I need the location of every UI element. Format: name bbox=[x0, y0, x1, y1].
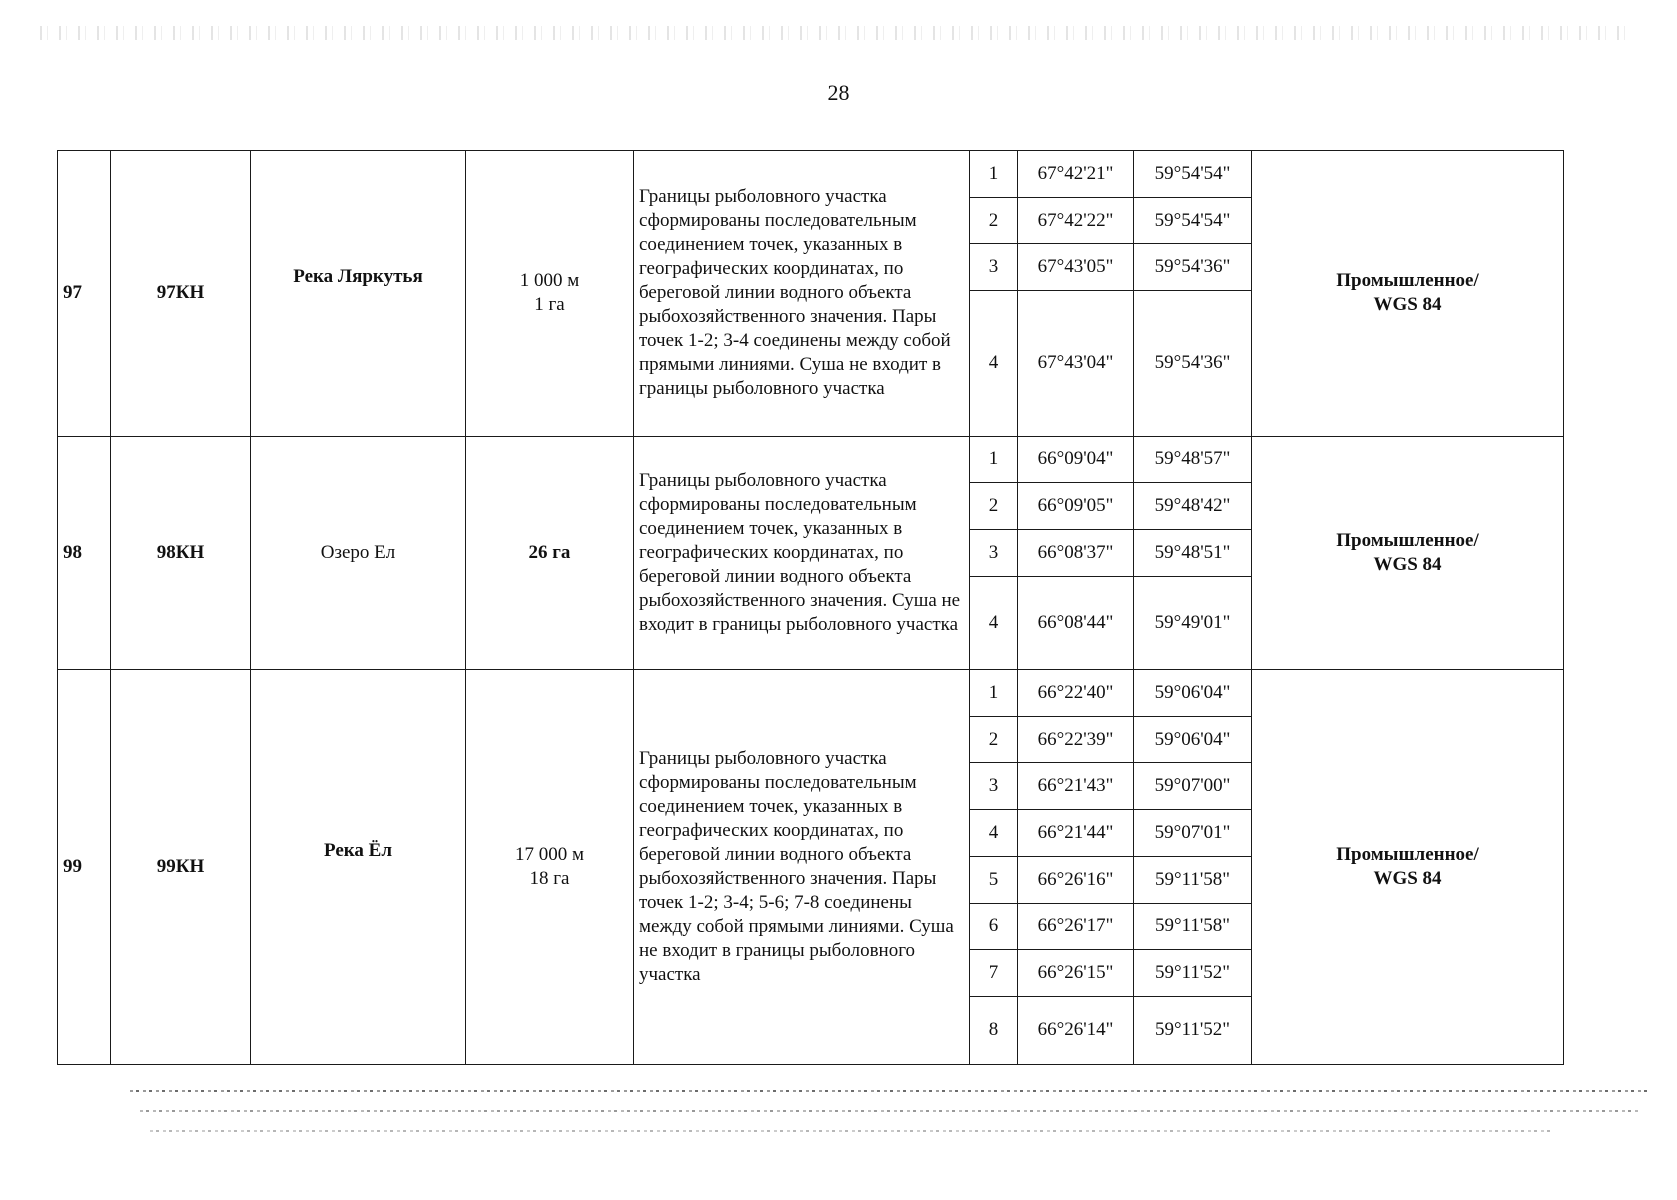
water-body-name-cell bbox=[251, 436, 466, 670]
point-number: 3 bbox=[970, 244, 1018, 291]
boundary-description: Границы рыболовного участка сформированы последовательным соединением точек, указанных в географических координатах, по береговой линии водного объекта рыбохозяйственного значения. Пары точек 1-2; 3-4 соединены между собой прямыми линиями. Суша не входит в границы рыболовного участка bbox=[634, 151, 970, 437]
point-number: 1 bbox=[970, 670, 1018, 717]
fishing-sites-table bbox=[57, 150, 1564, 1065]
longitude: 59°06'04" bbox=[1134, 670, 1252, 717]
scan-noise-bottom-1 bbox=[130, 1090, 1650, 1092]
point-number: 8 bbox=[970, 996, 1018, 1064]
point-number: 2 bbox=[970, 716, 1018, 763]
water-body-name: Река Ёл bbox=[323, 840, 393, 862]
row-number: 97 bbox=[58, 151, 111, 437]
water-body-name-cell bbox=[251, 151, 466, 437]
longitude: 59°11'58" bbox=[1134, 856, 1252, 903]
latitude: 67°42'22" bbox=[1018, 197, 1134, 244]
latitude: 67°43'04" bbox=[1018, 291, 1134, 436]
latitude: 66°26'14" bbox=[1018, 996, 1134, 1064]
point-number: 4 bbox=[970, 576, 1018, 669]
table-row bbox=[58, 151, 1564, 198]
scan-noise-bottom-2 bbox=[140, 1110, 1640, 1112]
water-body-name: Озеро Ел bbox=[320, 541, 396, 563]
longitude: 59°07'00" bbox=[1134, 763, 1252, 810]
longitude: 59°06'04" bbox=[1134, 716, 1252, 763]
purpose-type: Промышленное/ bbox=[1336, 844, 1479, 866]
water-body-name-cell bbox=[251, 670, 466, 1065]
point-number: 1 bbox=[970, 436, 1018, 483]
longitude: 59°48'57" bbox=[1134, 436, 1252, 483]
latitude: 66°09'04" bbox=[1018, 436, 1134, 483]
coordinate-system: WGS 84 bbox=[1373, 553, 1442, 575]
point-number: 5 bbox=[970, 856, 1018, 903]
point-number: 6 bbox=[970, 903, 1018, 950]
site-length: 17 000 м bbox=[514, 844, 585, 866]
page-number: 28 bbox=[827, 80, 850, 105]
point-number: 2 bbox=[970, 483, 1018, 530]
latitude: 66°09'05" bbox=[1018, 483, 1134, 530]
latitude: 67°43'05" bbox=[1018, 244, 1134, 291]
latitude: 66°08'44" bbox=[1018, 576, 1134, 669]
latitude: 67°42'21" bbox=[1018, 151, 1134, 198]
longitude: 59°11'58" bbox=[1134, 903, 1252, 950]
longitude: 59°48'51" bbox=[1134, 529, 1252, 576]
longitude: 59°11'52" bbox=[1134, 996, 1252, 1064]
point-number: 4 bbox=[970, 810, 1018, 857]
site-code: 99КН bbox=[111, 670, 251, 1065]
longitude: 59°49'01" bbox=[1134, 576, 1252, 669]
latitude: 66°21'44" bbox=[1018, 810, 1134, 857]
table-row bbox=[58, 670, 1564, 717]
purpose-datum bbox=[1252, 670, 1564, 1065]
point-number: 3 bbox=[970, 529, 1018, 576]
latitude: 66°26'17" bbox=[1018, 903, 1134, 950]
longitude: 59°11'52" bbox=[1134, 950, 1252, 997]
longitude: 59°07'01" bbox=[1134, 810, 1252, 857]
latitude: 66°22'40" bbox=[1018, 670, 1134, 717]
coordinate-system: WGS 84 bbox=[1373, 294, 1442, 316]
row-number: 99 bbox=[58, 670, 111, 1065]
longitude: 59°54'36" bbox=[1134, 291, 1252, 436]
site-code: 97КН bbox=[111, 151, 251, 437]
point-number: 2 bbox=[970, 197, 1018, 244]
site-area: 18 га bbox=[529, 868, 570, 890]
longitude: 59°54'54" bbox=[1134, 151, 1252, 198]
boundary-description: Границы рыболовного участка сформированы последовательным соединением точек, указанных в географических координатах, по береговой линии водного объекта рыбохозяйственного значения. Суша не входит в границы рыболовного участка bbox=[634, 436, 970, 670]
row-number: 98 bbox=[58, 436, 111, 670]
site-size-cell bbox=[466, 670, 634, 1065]
site-size-cell bbox=[466, 151, 634, 437]
site-length: 1 000 м bbox=[519, 270, 580, 292]
scan-noise-bottom-3 bbox=[150, 1130, 1550, 1132]
latitude: 66°26'16" bbox=[1018, 856, 1134, 903]
purpose-type: Промышленное/ bbox=[1336, 270, 1479, 292]
site-area: 1 га bbox=[534, 294, 565, 316]
point-number: 4 bbox=[970, 291, 1018, 436]
purpose-datum bbox=[1252, 151, 1564, 437]
coordinate-system: WGS 84 bbox=[1373, 868, 1442, 890]
latitude: 66°08'37" bbox=[1018, 529, 1134, 576]
scan-noise-top bbox=[40, 26, 1630, 40]
table-row bbox=[58, 436, 1564, 483]
boundary-description: Границы рыболовного участка сформированы последовательным соединением точек, указанных в географических координатах, по береговой линии водного объекта рыбохозяйственного значения. Пары точек 1-2; 3-4; 5-6; 7-8 соединены между собой прямыми линиями. Суша не входит в границы рыболовного участка bbox=[634, 670, 970, 1065]
longitude: 59°48'42" bbox=[1134, 483, 1252, 530]
latitude: 66°21'43" bbox=[1018, 763, 1134, 810]
site-code: 98КН bbox=[111, 436, 251, 670]
site-length: 26 га bbox=[528, 541, 571, 563]
purpose-datum bbox=[1252, 436, 1564, 670]
latitude: 66°22'39" bbox=[1018, 716, 1134, 763]
latitude: 66°26'15" bbox=[1018, 950, 1134, 997]
water-body-name: Река Ляркутья bbox=[293, 266, 423, 288]
site-size-cell bbox=[466, 436, 634, 670]
point-number: 3 bbox=[970, 763, 1018, 810]
point-number: 1 bbox=[970, 151, 1018, 198]
longitude: 59°54'36" bbox=[1134, 244, 1252, 291]
point-number: 7 bbox=[970, 950, 1018, 997]
longitude: 59°54'54" bbox=[1134, 197, 1252, 244]
purpose-type: Промышленное/ bbox=[1336, 529, 1479, 551]
